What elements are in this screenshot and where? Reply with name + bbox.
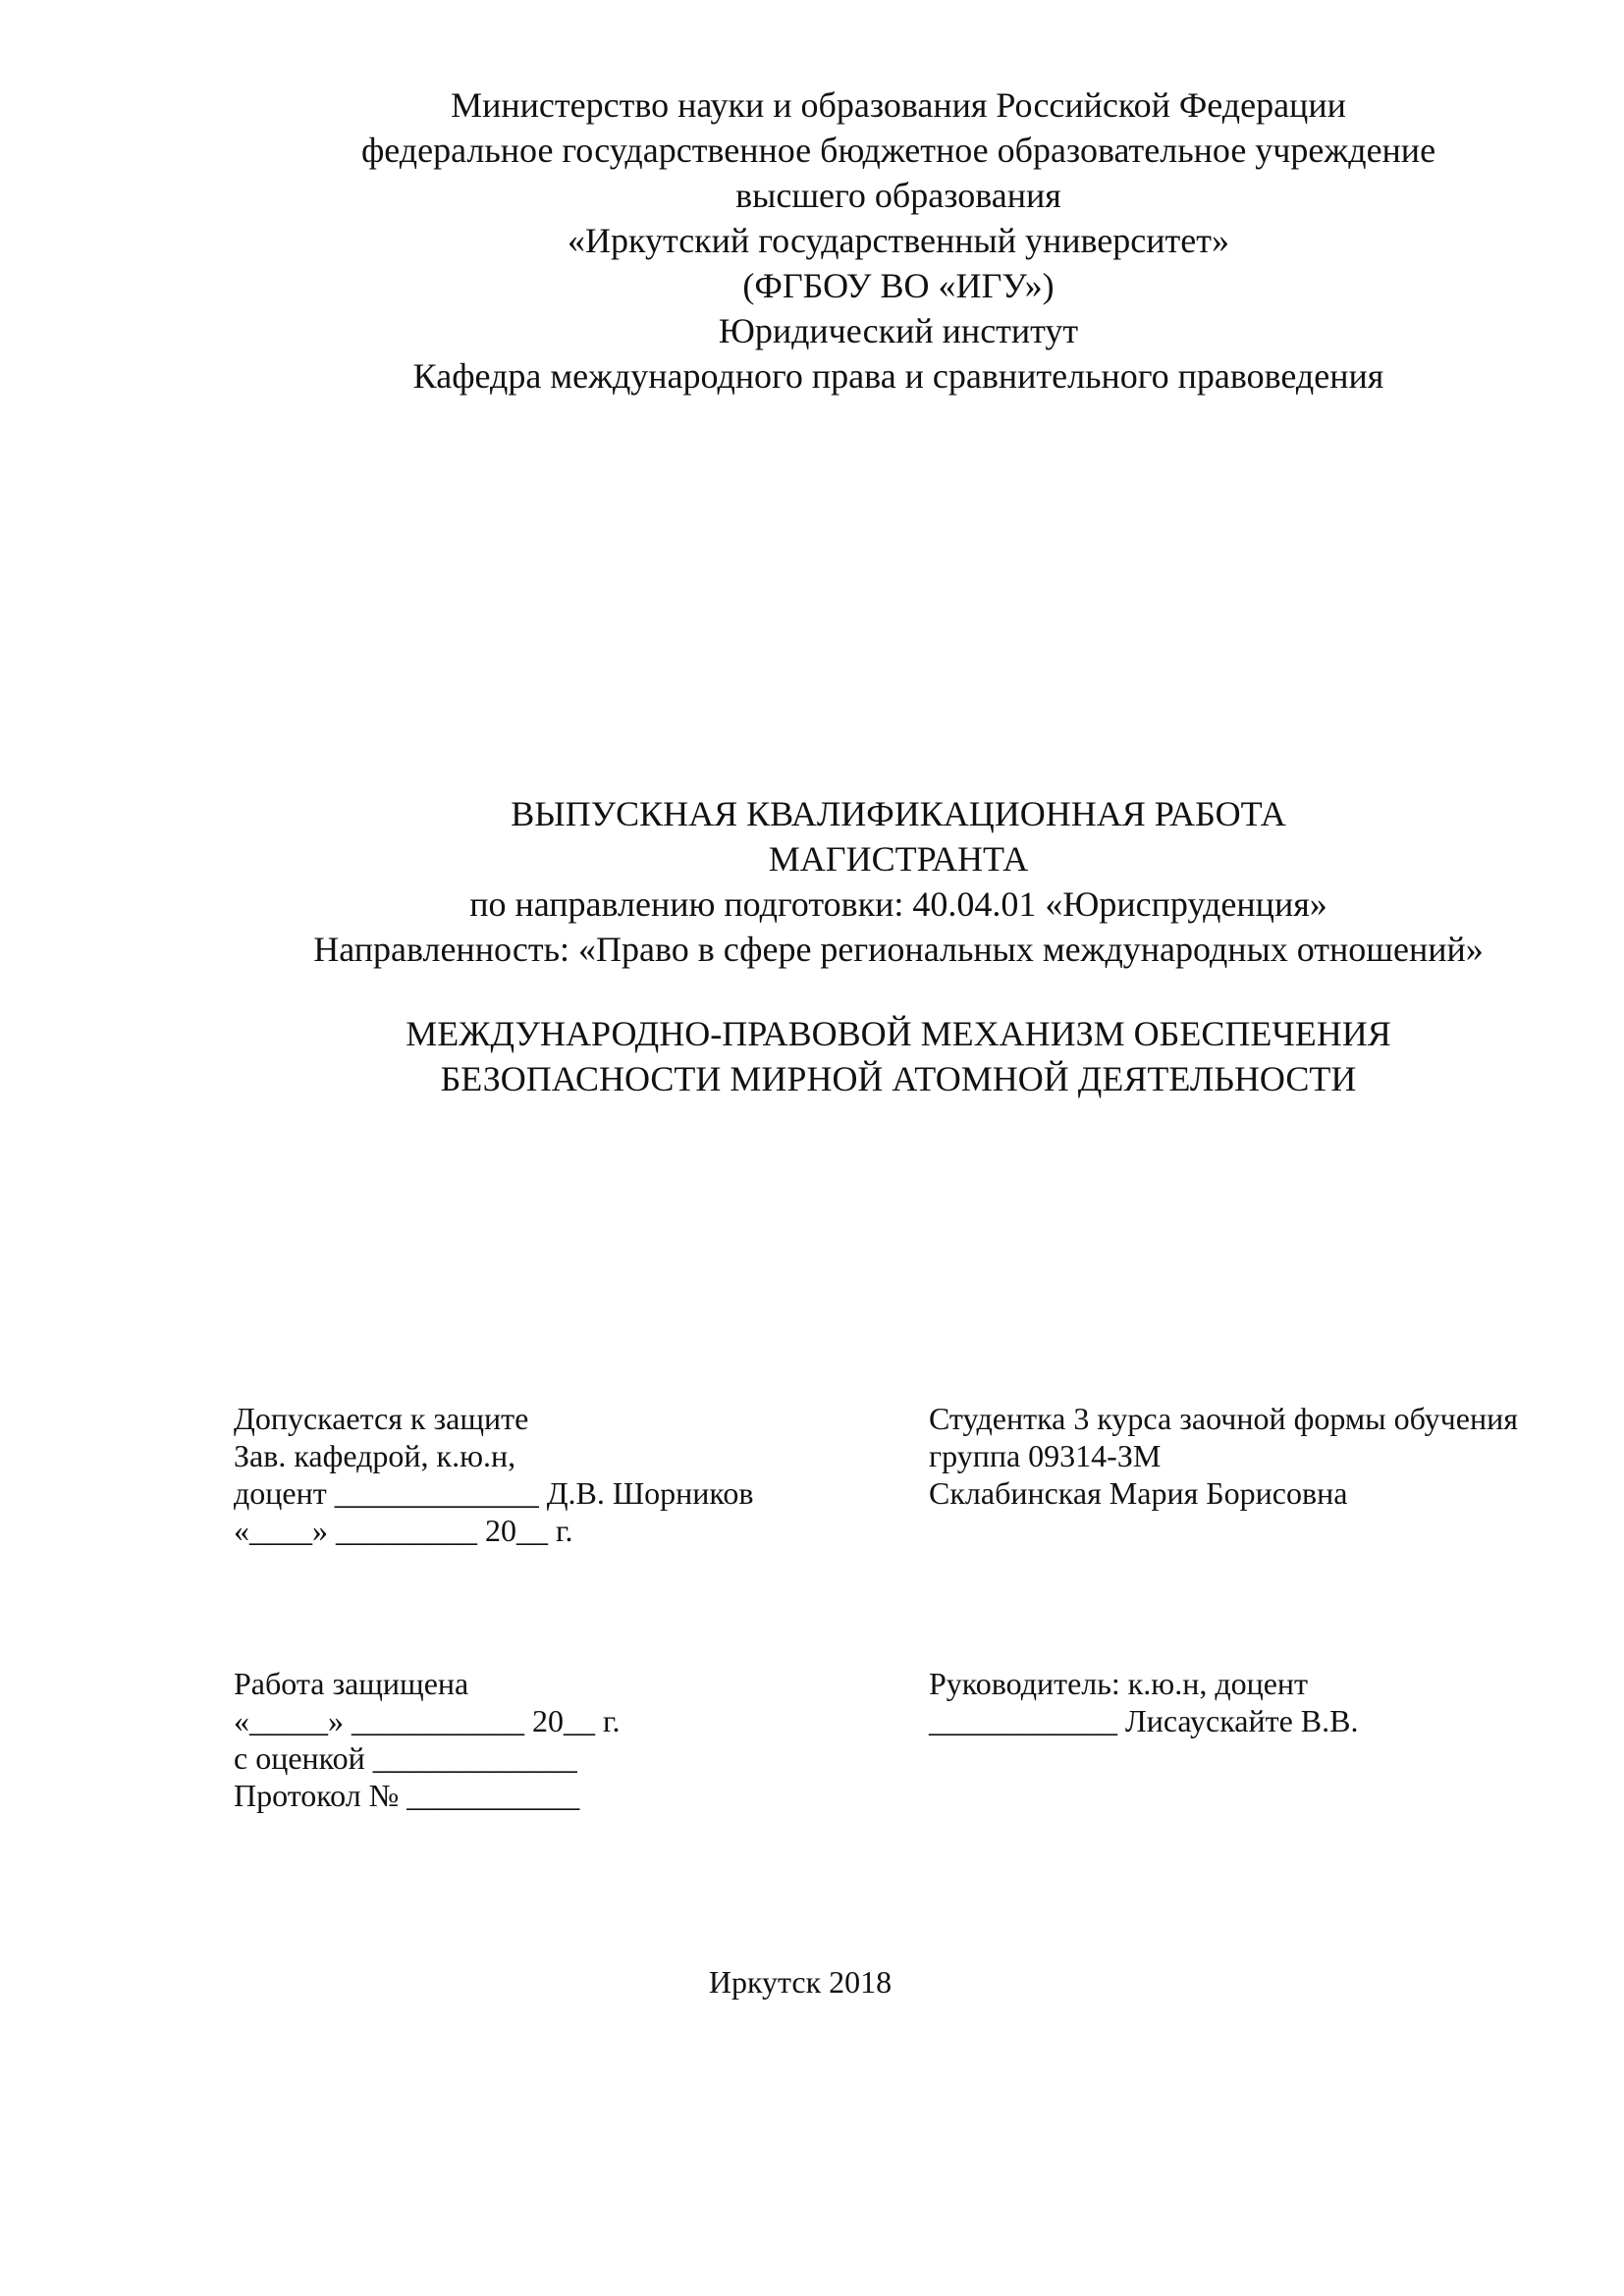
work-type-line-2: МАГИСТРАНТА xyxy=(768,839,1029,879)
defense-grade-line: с оценкой _____________ xyxy=(234,1740,577,1776)
supervisor-title-line: Руководитель: к.ю.н, доцент xyxy=(929,1666,1309,1701)
ministry-line: Министерство науки и образования Российской Федерации xyxy=(451,85,1346,125)
city-year: Иркутск 2018 xyxy=(708,1964,893,2000)
direction-line: по направлению подготовки: 40.04.01 «Юриспруденция» xyxy=(469,884,1327,924)
supervisor-name-line: ____________ Лисаускайте В.В. xyxy=(929,1703,1359,1738)
student-name-line: Склабинская Мария Борисовна xyxy=(929,1475,1348,1511)
university-name-line: «Иркутский государственный университет» xyxy=(568,221,1229,260)
university-abbr-line: (ФГБОУ ВО «ИГУ») xyxy=(742,266,1055,305)
education-level-line: высшего образования xyxy=(735,176,1061,215)
student-group-line: группа 09314-ЗМ xyxy=(929,1438,1162,1473)
thesis-title-line-1: МЕЖДУНАРОДНО-ПРАВОВОЙ МЕХАНИЗМ ОБЕСПЕЧЕНИЯ xyxy=(406,1014,1391,1053)
admission-date-line: «____» _________ 20__ г. xyxy=(234,1513,573,1548)
department-line: Кафедра международного права и сравнительного правоведения xyxy=(412,356,1384,396)
student-course-line: Студентка 3 курса заочной формы обучения xyxy=(929,1401,1518,1436)
work-type-line-1: ВЫПУСКНАЯ КВАЛИФИКАЦИОННАЯ РАБОТА xyxy=(511,794,1286,833)
defense-protocol-line: Протокол № ___________ xyxy=(234,1778,580,1813)
admission-head-of-dept: Зав. кафедрой, к.ю.н, xyxy=(234,1438,516,1473)
institution-type-line: федеральное государственное бюджетное образовательное учреждение xyxy=(360,131,1436,170)
admission-heading: Допускается к защите xyxy=(234,1401,529,1436)
admission-signature-line: доцент _____________ Д.В. Шорников xyxy=(234,1475,754,1511)
focus-line: Направленность: «Право в сфере региональных международных отношений» xyxy=(313,930,1484,969)
defense-date-line: «_____» ___________ 20__ г. xyxy=(234,1703,621,1738)
thesis-title-line-2: БЕЗОПАСНОСТИ МИРНОЙ АТОМНОЙ ДЕЯТЕЛЬНОСТИ xyxy=(440,1059,1357,1098)
institute-line: Юридический институт xyxy=(718,311,1079,350)
defense-heading: Работа защищена xyxy=(234,1666,469,1701)
